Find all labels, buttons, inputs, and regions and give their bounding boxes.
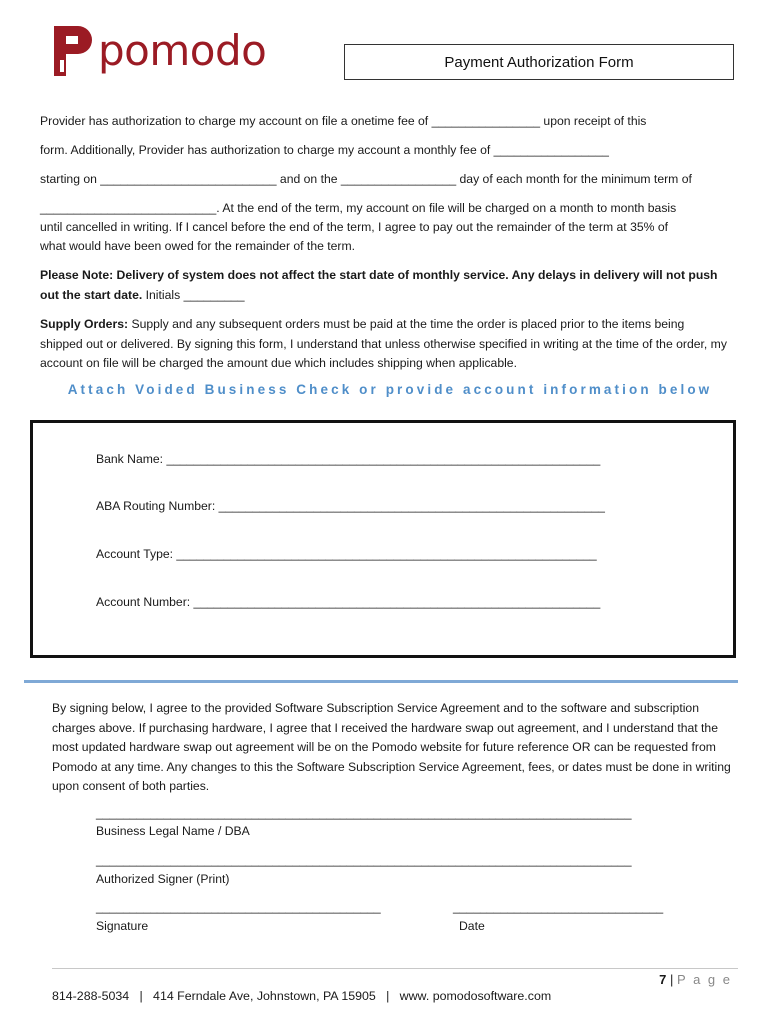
initials-field: Initials _________ (145, 287, 245, 302)
authorized-signer-line[interactable]: _______________________________________________________________________________ (96, 853, 632, 867)
footer-address: 414 Ferndale Ave, Johnstown, PA 15905 (153, 989, 376, 1003)
footer-contact (52, 989, 551, 1003)
pomodo-logo (54, 26, 266, 76)
footer-phone: 814-288-5034 (52, 989, 130, 1003)
supply-orders (40, 315, 728, 374)
delivery-note-bold: Please Note: Delivery of system does not affect the start date of monthly service. Any delays in delivery will not push out the start date. (40, 268, 718, 302)
logo-text: pomodo (98, 26, 267, 75)
account-number-field[interactable]: Account Number: ____________________________________________________________ (96, 595, 601, 609)
account-type-field[interactable]: Account Type: ______________________________________________________________ (96, 547, 597, 561)
page-number (659, 972, 732, 987)
agreement-text: By signing below, I agree to the provided Software Subscription Service Agreement and to the software and subscription charges above. If purchasing hardware, I agree that I received the hardware swap out agreement, and I understand that the most updated hardware swap out agreement will be on the Pomodo website for future reference OR can be requested from Pomodo at any time. Any changes to this the Software Subscription Service Agreement, fees, or dates must be done in writing upon consent of both parties. (52, 701, 731, 793)
page-separator: | (670, 972, 674, 987)
supply-orders-text: Supply and any subsequent orders must be paid at the time the order is placed prior to the items being shipped out or delivered. By signing this form, I understand that unless otherwise specified in writing at the time of the order, my account on file will be charged the amount due which includes shipping when applicable. (40, 317, 727, 370)
supply-orders-label: Supply Orders: (40, 317, 129, 331)
business-name-label: Business Legal Name / DBA (96, 824, 250, 838)
page-word: P a g e (677, 972, 732, 987)
footer-sep-1: | (139, 989, 143, 1003)
routing-number-field[interactable]: ABA Routing Number: _________________________________________________________ (96, 499, 605, 513)
date-label: Date (459, 919, 485, 933)
footer-sep-2: | (386, 989, 390, 1003)
section-divider (24, 680, 738, 683)
fee-line-3: starting on __________________________ and on the _________________ day of each month for the minimum term of (40, 172, 692, 186)
footer-website[interactable]: www. pomodosoftware.com (399, 989, 552, 1003)
page-number-value: 7 (659, 972, 667, 987)
fee-line-6: what would have been owed for the remainder of the term. (40, 239, 356, 253)
form-title: Payment Authorization Form (344, 44, 734, 80)
bank-name-field[interactable]: Bank Name: ________________________________________________________________ (96, 452, 601, 466)
signature-line[interactable]: __________________________________________ (96, 900, 381, 914)
fee-line-4: __________________________. At the end of the term, my account on file will be charged on a month to month basis (40, 201, 677, 215)
attach-heading: Attach Voided Business Check or provide account information below (67, 382, 713, 397)
footer-rule (52, 968, 738, 969)
business-name-line[interactable]: _______________________________________________________________________________ (96, 806, 632, 820)
fee-line-5: until cancelled in writing. If I cancel before the end of the term, I agree to pay out the remainder of the term at 35% of (40, 220, 669, 234)
pomodo-logo-icon (54, 26, 92, 76)
signature-label: Signature (96, 919, 149, 933)
authorized-signer-label: Authorized Signer (Print) (96, 872, 230, 886)
fee-line-2: form. Additionally, Provider has authorization to charge my account a monthly fee of _________________ (40, 143, 609, 157)
delivery-note (40, 266, 728, 305)
fee-line-1: Provider has authorization to charge my account on file a onetime fee of ________________ upon receipt of this (40, 114, 647, 128)
date-line[interactable]: _______________________________ (453, 900, 664, 914)
